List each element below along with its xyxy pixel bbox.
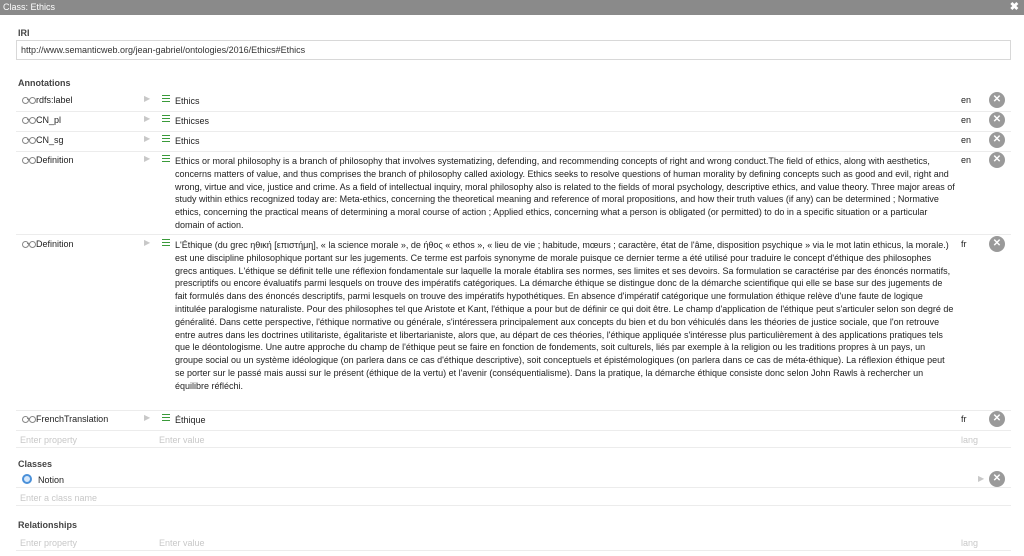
new-relationship-property-input[interactable]: Enter property (20, 538, 78, 548)
annotation-lang[interactable]: fr (961, 414, 967, 424)
drag-handle-icon[interactable] (22, 137, 34, 143)
annotation-value[interactable]: L'Éthique (du grec ηθική [επιστήμη], « la science morale », de ήθος « ethos », « lieu de vie ; habitude, mœurs ; caractère, état de l'âme, disposition psychique » via le mot latin ethicus, la morale.) est une discipline philosophique portant sur les jugements. Ce terme est parfois synonyme de morale puisque ce dernier terme a été utilisé pour traduire le concept d'éthique des philosophes grecs antiques. L'éthique se définit telle une réflexion fondamentale sur laquelle la morale établira ses normes, ses limites et ses devoirs. Sa formulation se caractérise par des énoncés normatifs, prescriptifs ou encore évaluatifs parmi lesquels on trouve des impératifs catégoriques. La démarche éthique se distingue donc de la démarche scientifique qui elle se base sur des jugements de fait formulés dans des énoncés descriptifs, parmi lesquels on trouve des impératifs hypothétiques. En absence d'impératif catégorique une formulation éthique relève d'une faute de logique intitulée paralogisme naturaliste. Pour des philosophes tel que Aristote et Kant, l'éthique a pour but de définir ce qui doit être. Le champ d'application de l'éthique peut s'articuler selon son degré de généralité. Dans cette perspective, l'éthique normative ou générale, s'intéressera principalement aux concepts du bien et du bon véhiculés dans les théories de justice sociale, que l'on retrouve entre autres dans les doctrines utilitariste, égalitariste et libertarianiste, alors que, au départ de ces théories, l'éthique appliquée s'intéresse plus particulièrement à des applications pratiques tels que le déontologisme. Une autre approche du champ de l'éthique peut se faire en fonction de fondements, soit culturels, liés par exemple à la religion ou les traditions propres à un pays, un groupe social ou un système idéologique (on parlera dans ce cas d'éthique descriptive), soit conceptuels et épistémologiques (on parlera dans ce cas de méta-éthique). La réflexion éthique peut se porter sur le passé mais aussi sur le présent (éthique de la vertu) et l'avenir (conséquentialisme). Dans la pratique, la démarche éthique consiste donc selon John Rawls à rechercher un équilibre réfléchi. (175, 240, 954, 391)
window-title: Class: Ethics (3, 2, 56, 12)
literal-text-icon (162, 155, 170, 164)
annotation-property[interactable]: CN_sg (36, 135, 64, 145)
new-relationship-value-input[interactable]: Enter value (159, 538, 205, 548)
class-name[interactable]: Notion (38, 475, 65, 485)
drag-handle-icon[interactable] (22, 117, 34, 123)
annotation-row (16, 411, 1011, 431)
annotation-row (16, 236, 1011, 411)
annotation-value[interactable]: Ethicses (175, 116, 210, 126)
arrow-right-icon: ▶ (144, 238, 151, 247)
annotation-lang[interactable]: en (961, 135, 972, 145)
new-annotation-lang-input[interactable]: lang (961, 435, 979, 445)
relationships-label: Relationships (18, 520, 78, 530)
annotations-label: Annotations (18, 78, 71, 88)
new-relationship-row (16, 535, 1011, 551)
annotation-lang[interactable]: en (961, 95, 972, 105)
new-annotation-value-input[interactable]: Enter value (159, 435, 205, 445)
annotation-property[interactable]: Definition (36, 155, 74, 165)
window-titlebar (0, 0, 1024, 15)
annotation-value[interactable]: Ethics (175, 96, 200, 106)
iri-field[interactable]: http://www.semanticweb.org/jean-gabriel/ontologies/2016/Ethics#Ethics (16, 40, 1011, 60)
delete-x-icon[interactable]: ✕ (989, 152, 1005, 168)
class-bullet-icon (22, 474, 32, 484)
annotation-row (16, 112, 1011, 132)
class-item (16, 472, 1011, 488)
delete-x-icon[interactable]: ✕ (989, 236, 1005, 252)
annotation-value[interactable]: Ethics (175, 136, 200, 146)
delete-x-icon[interactable]: ✕ (989, 112, 1005, 128)
arrow-right-icon: ▶ (144, 134, 151, 143)
annotation-value[interactable]: Éthique (175, 415, 206, 425)
delete-x-icon[interactable]: ✕ (989, 132, 1005, 148)
literal-text-icon (162, 239, 170, 248)
delete-x-icon[interactable]: ✕ (989, 92, 1005, 108)
annotation-value[interactable]: Ethics or moral philosophy is a branch of philosophy that involves systematizing, defending, and recommending concepts of right and wrong conduct.The field of ethics, along with aesthetics, concerns matters of value, and thus comprises the branch of philosophy called axiology. Ethics seeks to resolve questions of human morality by defining concepts such as good and evil, right and wrong, virtue and vice, justice and crime. As a field of intellectual inquiry, moral philosophy also is related to the fields of moral psychology, descriptive ethics, and value theory. Three major areas of study within ethics recognized today are: Meta-ethics, concerning the theoretical meaning and reference of moral propositions, and how their truth values (if any) can be determined ; Normative ethics, concerning the practical means of determining a moral course of action ; Applied ethics, concerning what a person is obligated (or permitted) to do in a specific situation or a particular domain of action. (175, 156, 955, 230)
annotation-property[interactable]: Definition (36, 239, 74, 249)
literal-text-icon (162, 135, 170, 144)
new-annotation-property-input[interactable]: Enter property (20, 435, 78, 445)
classes-label: Classes (18, 459, 53, 469)
delete-x-icon[interactable]: ✕ (989, 411, 1005, 427)
annotation-row (16, 152, 1011, 235)
annotation-property[interactable]: rdfs:label (36, 95, 73, 105)
new-annotation-row (16, 432, 1011, 448)
arrow-right-icon: ▶ (978, 474, 985, 483)
delete-x-icon[interactable]: ✕ (989, 471, 1005, 487)
arrow-right-icon: ▶ (144, 114, 151, 123)
drag-handle-icon[interactable] (22, 97, 34, 103)
arrow-right-icon: ▶ (144, 94, 151, 103)
annotation-property[interactable]: CN_pl (36, 115, 62, 125)
arrow-right-icon: ▶ (144, 154, 151, 163)
literal-text-icon (162, 414, 170, 423)
new-relationship-lang-input[interactable]: lang (961, 538, 979, 548)
close-icon[interactable]: ✖ (1009, 1, 1019, 13)
annotation-lang[interactable]: en (961, 155, 972, 165)
new-class-input[interactable]: Enter a class name (20, 493, 98, 503)
drag-handle-icon[interactable] (22, 157, 34, 163)
literal-text-icon (162, 95, 170, 104)
annotation-property[interactable]: FrenchTranslation (36, 414, 109, 424)
arrow-right-icon: ▶ (144, 413, 151, 422)
annotation-lang[interactable]: en (961, 115, 972, 125)
drag-handle-icon[interactable] (22, 241, 34, 247)
drag-handle-icon[interactable] (22, 416, 34, 422)
iri-label: IRI (18, 28, 30, 38)
annotation-row (16, 132, 1011, 152)
annotation-lang[interactable]: fr (961, 239, 967, 249)
literal-text-icon (162, 115, 170, 124)
annotation-row (16, 92, 1011, 112)
new-class-row (16, 490, 1011, 506)
